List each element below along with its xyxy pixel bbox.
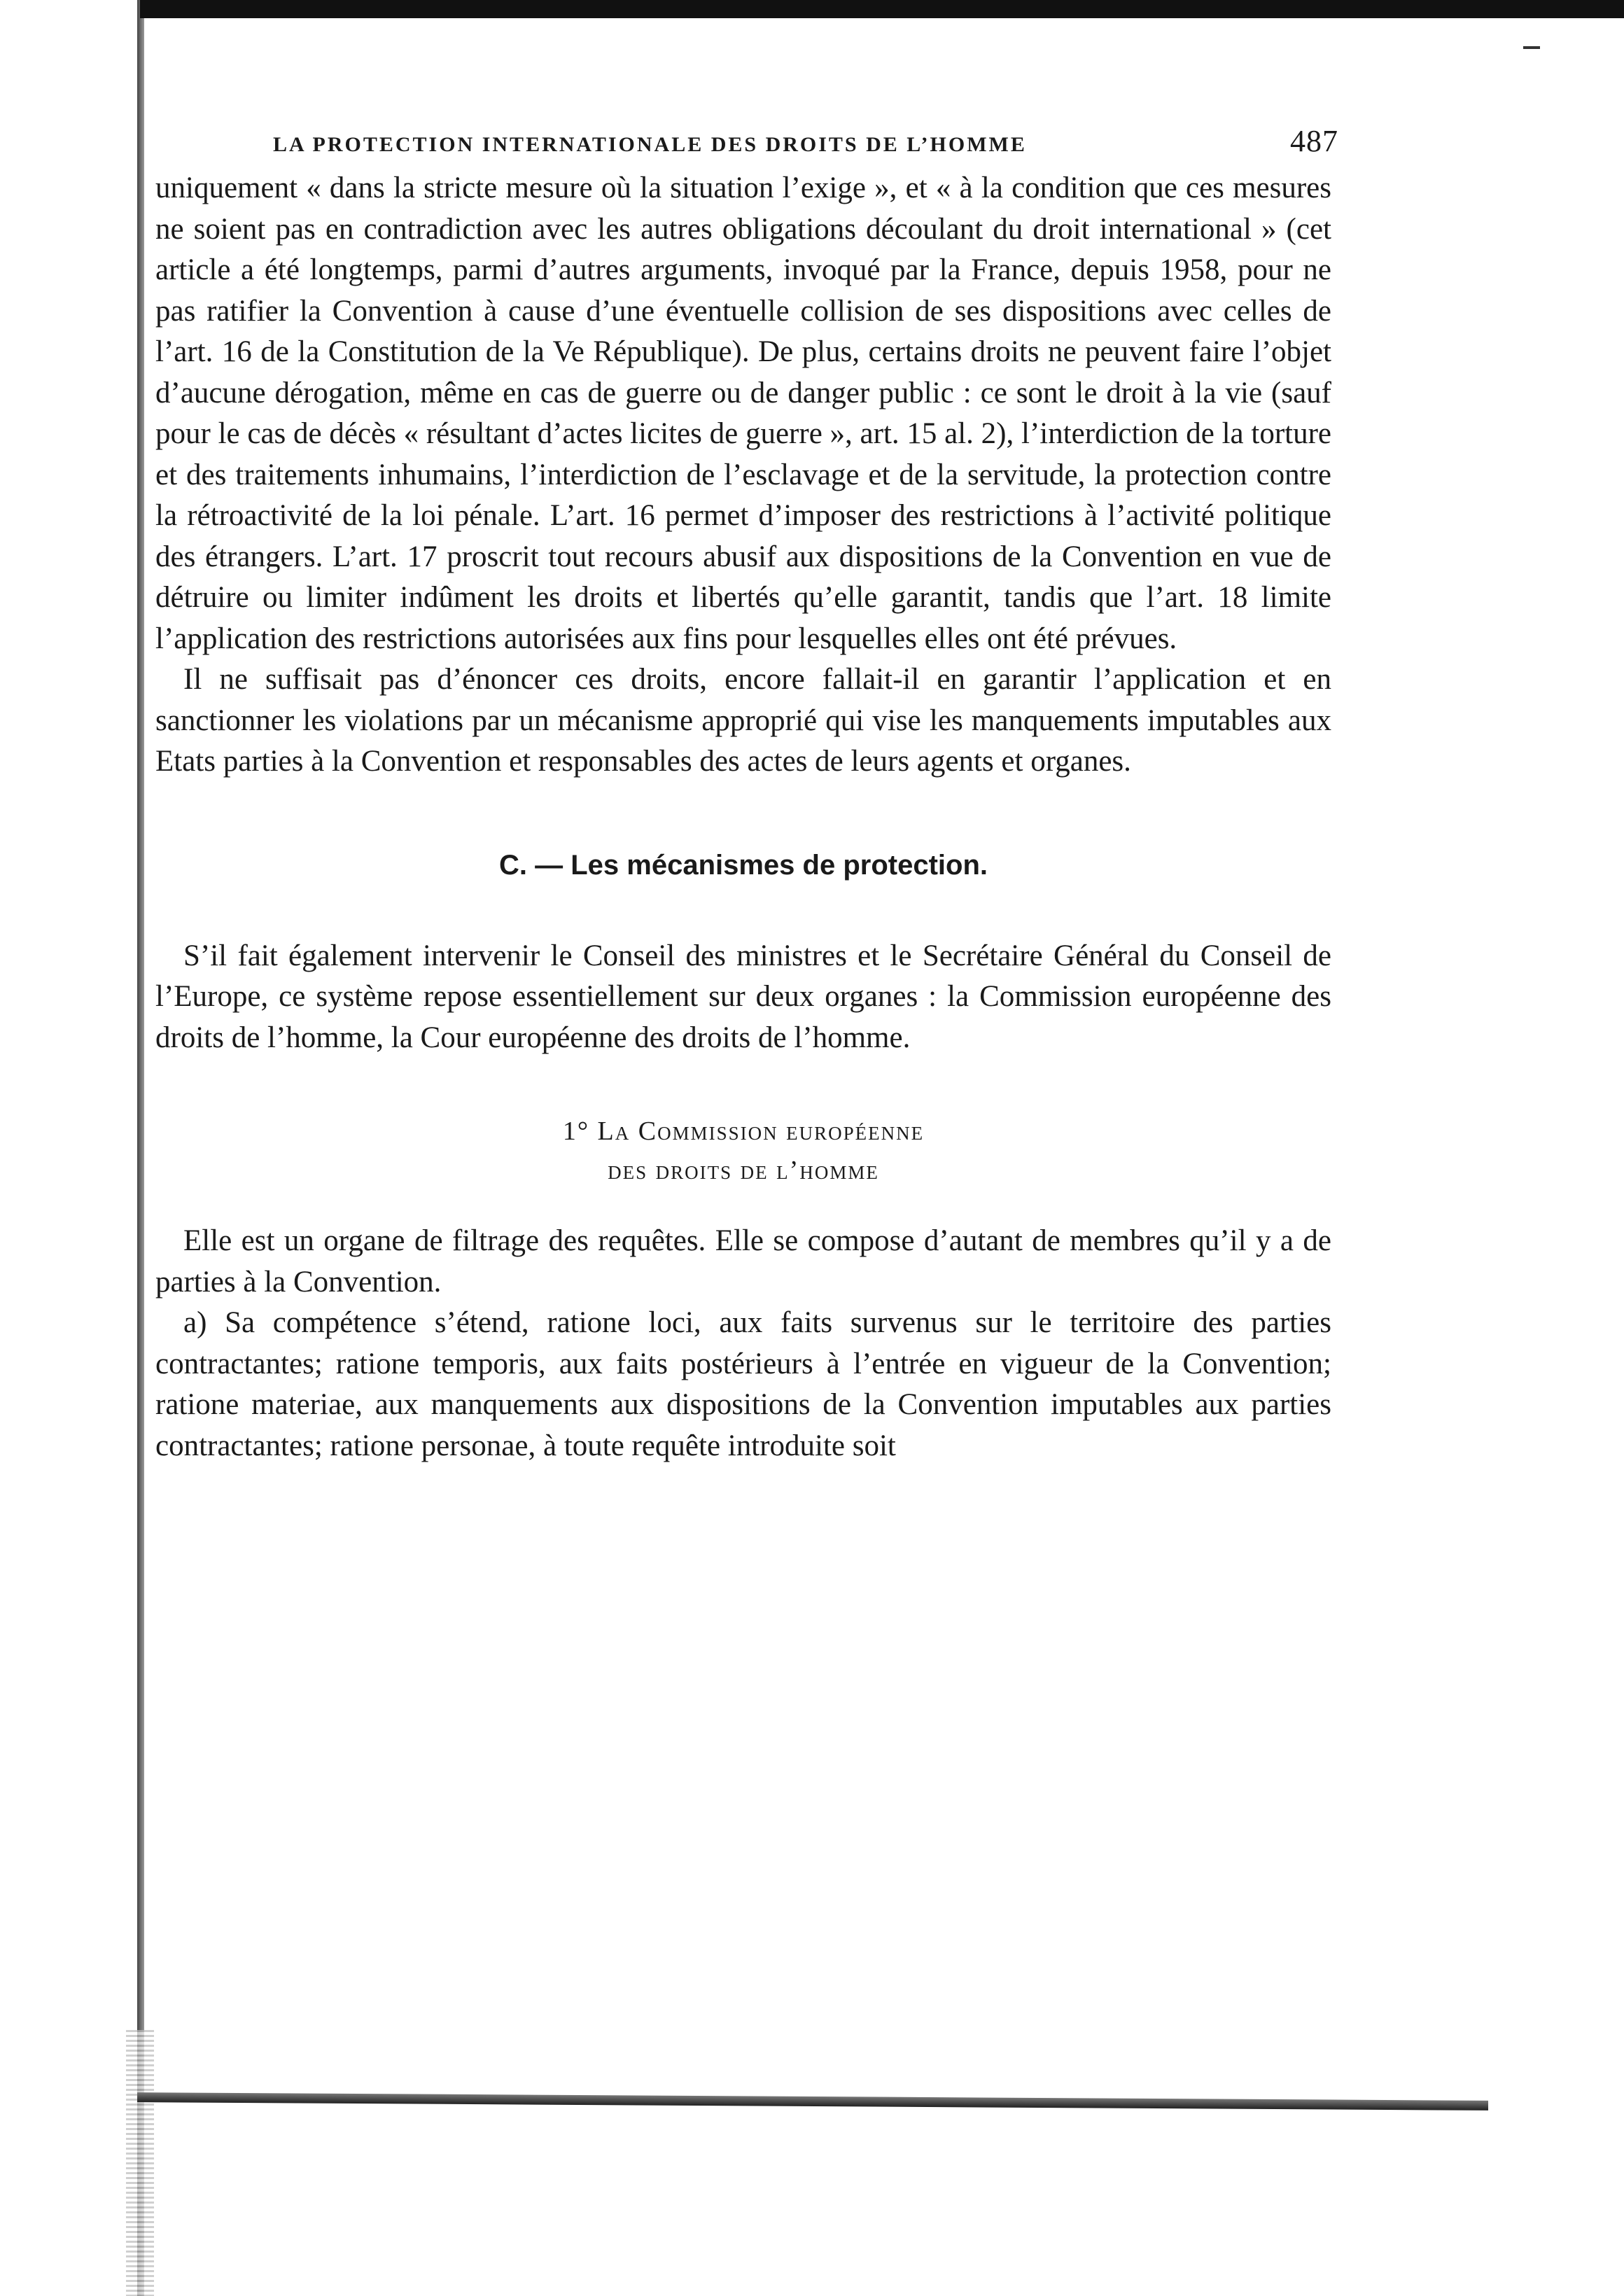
subsection-heading-line-1: 1° La Commission européenne	[562, 1116, 925, 1146]
paragraph-derogations: uniquement « dans la stricte mesure où la situation l’exige », et « à la condition que ces mesures ne soient pas en contradiction avec les autres obligations découlant du droit international » (cet article a été longtemps, parmi d’autres arguments, invoqué par la France, depuis 1958, pour ne pas ratifier la Convention à cause d’une éventuelle collision de ses dispositions avec celles de l’art. 16 de la Constitution de la Ve République). De plus, certains droits ne peuvent faire l’objet d’aucune dérogation, même en cas de guerre ou de danger public : ce sont le droit à la vie (sauf pour le cas de décès « résultant d’actes licites de guerre », art. 15 al. 2), l’interdiction de la torture et des traitements inhumains, l’interdiction de l’esclavage et de la servitude, la protection contre la rétroactivité de la loi pénale. L’art. 16 permet d’imposer des restrictions à l’activité politique des étrangers. L’art. 17 proscrit tout recours abusif aux dispositions de la Convention en vue de détruire ou limiter indûment les droits et libertés qu’elle garantit, tandis que l’art. 18 limite l’application des restrictions autorisées aux fins pour lesquelles elles ont été prévues.	[155, 172, 1331, 655]
scan-edge-bottom	[137, 2092, 1488, 2110]
paragraph-filtrage: Elle est un organe de filtrage des requêtes. Elle se compose d’autant de membres qu’il y a de parties à la Convention.	[155, 1224, 1331, 1298]
running-head-title: LA PROTECTION INTERNATIONALE DES DROITS DE L’HOMME	[273, 133, 1027, 156]
section-heading-c: C. — Les mécanismes de protection.	[499, 849, 988, 881]
paragraph-systeme: S’il fait également intervenir le Conseil des ministres et le Secrétaire Général du Conseil de l’Europe, ce système repose essentiellement sur deux organes : la Commission européenne des droits de l’homme, la Cour européenne des droits de l’homme.	[155, 939, 1331, 1054]
subsection-heading-line-2: des droits de l’homme	[608, 1156, 879, 1185]
scan-margin	[0, 0, 137, 2296]
book-page	[155, 123, 1338, 1466]
scan-edge-top	[140, 0, 1624, 18]
page-number: 487	[1290, 124, 1338, 158]
running-head	[273, 123, 1338, 168]
paragraph-garantir: Il ne suffisait pas d’énoncer ces droits, encore fallait-il en garantir l’application et en sanctionner les violations par un mécanisme approprié qui vise les manquements imputables aux Etats parties à la Convention et responsables des actes de leurs agents et organes.	[155, 663, 1331, 778]
scan-gutter-shade	[126, 2030, 154, 2296]
scan-edge-left	[137, 0, 144, 2296]
paragraph-competence: a) Sa compétence s’étend, ratione loci, aux faits survenus sur le territoire des parties contractantes; ratione temporis, aux faits postérieurs à l’entrée en vigueur de la Convention; ratione materiae, aux manquements aux dispositions de la Convention imputables aux parties contractantes; ratione personae, à toute requête introduite soit	[155, 1306, 1331, 1462]
scan-mark	[1523, 46, 1540, 49]
subsection-heading-commission	[155, 1112, 1331, 1190]
